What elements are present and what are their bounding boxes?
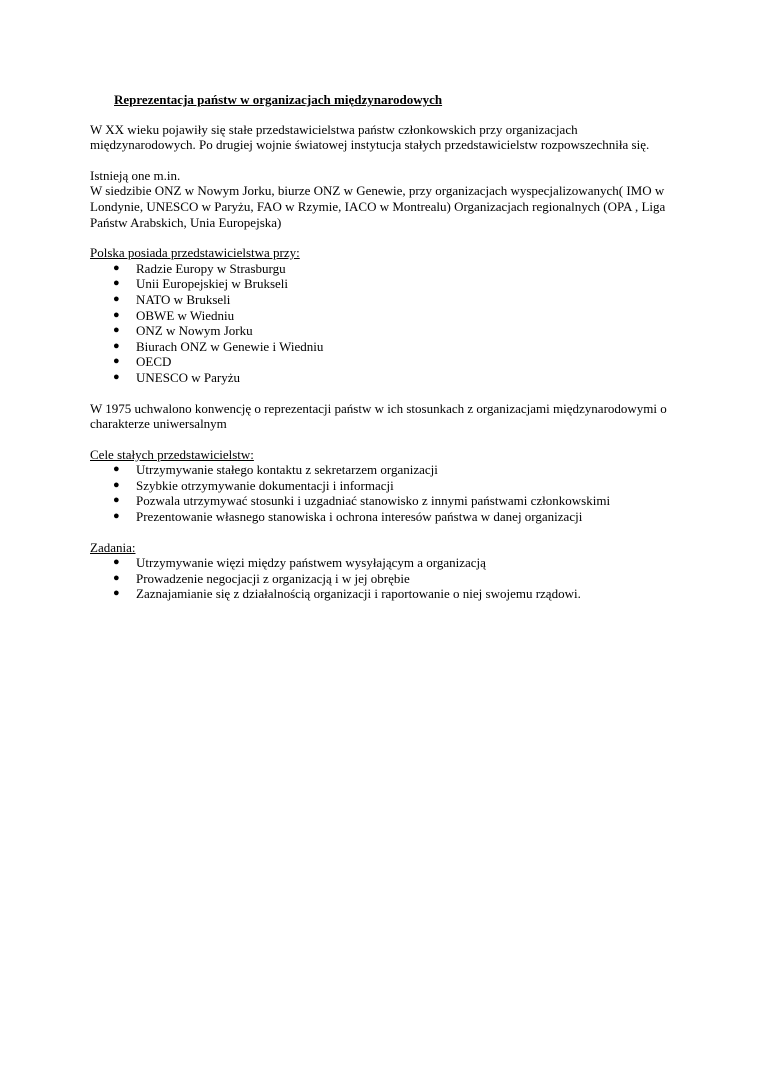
list-item [90, 493, 680, 509]
list-item [90, 308, 680, 324]
exist-line: Londynie, UNESCO w Paryżu, FAO w Rzymie, IACO w Montrealu) Organizacjach regionalnych (OPA , Liga [90, 198, 666, 214]
document-title: Reprezentacja państw w organizacjach międzynarodowych [114, 92, 443, 107]
bullet-icon: ● [113, 587, 120, 600]
intro-paragraph [90, 122, 680, 153]
goals-list [90, 462, 680, 524]
list-item-text: Szybkie otrzymywanie dokumentacji i informacji [136, 477, 394, 493]
list-item [90, 509, 680, 525]
bullet-icon: ● [113, 292, 120, 305]
bullet-icon: ● [113, 494, 120, 507]
list-item-text: Prezentowanie własnego stanowiska i ochrona interesów państwa w danej organizacji [136, 509, 583, 525]
bullet-icon: ● [113, 463, 120, 476]
list-item [90, 555, 680, 571]
bullet-icon: ● [113, 571, 120, 584]
list-item [90, 478, 680, 494]
list-item-text: Unii Europejskiej w Brukseli [136, 276, 289, 292]
document-page [90, 92, 680, 602]
list-item-text: Biurach ONZ w Genewie i Wiedniu [136, 338, 324, 354]
bullet-icon: ● [113, 556, 120, 569]
exist-line: Państw Arabskich, Unia Europejska) [90, 214, 282, 230]
poland-heading: Polska posiada przedstawicielstwa przy: [90, 245, 300, 261]
list-item-text: OBWE w Wiedniu [136, 307, 235, 323]
exist-paragraph [90, 168, 680, 230]
convention-line: charakterze uniwersalnym [90, 416, 227, 432]
bullet-icon: ● [113, 370, 120, 383]
list-item [90, 586, 680, 602]
tasks-heading: Zadania: [90, 539, 136, 555]
convention-line: W 1975 uchwalono konwencję o reprezentacji państw w ich stosunkach z organizacjami międzynarodowymi o [90, 400, 667, 416]
list-item-text: Utrzymywanie stałego kontaktu z sekretarzem organizacji [136, 462, 438, 478]
list-item-text: Radzie Europy w Strasburgu [136, 260, 286, 276]
bullet-icon: ● [113, 510, 120, 523]
bullet-icon: ● [113, 324, 120, 337]
list-item-text: ONZ w Nowym Jorku [136, 323, 253, 339]
goals-heading: Cele stałych przedstawicielstw: [90, 446, 254, 462]
intro-line: W XX wieku pojawiły się stałe przedstawicielstwa państw członkowskich przy organizacjach [90, 121, 578, 137]
list-item-text: Zaznajamianie się z działalnością organizacji i raportowanie o niej swojemu rządowi. [136, 586, 581, 602]
bullet-icon: ● [113, 339, 120, 352]
list-item-text: OECD [136, 354, 172, 370]
exist-line: Istnieją one m.in. [90, 167, 181, 183]
list-item-text: Prowadzenie negocjacji z organizacją i w jej obrębie [136, 570, 410, 586]
list-item-text: UNESCO w Paryżu [136, 369, 240, 385]
list-item [90, 323, 680, 339]
exist-line: W siedzibie ONZ w Nowym Jorku, biurze ONZ w Genewie, przy organizacjach wyspecjalizowanych( IMO w [90, 183, 665, 199]
list-item [90, 354, 680, 370]
intro-line: międzynarodowych. Po drugiej wojnie światowej instytucja stałych przedstawicielstw rozpowszechniła się. [90, 137, 650, 153]
list-item [90, 276, 680, 292]
list-item [90, 261, 680, 277]
convention-paragraph [90, 401, 680, 432]
list-item [90, 370, 680, 386]
bullet-icon: ● [113, 478, 120, 491]
bullet-icon: ● [113, 261, 120, 274]
list-item [90, 339, 680, 355]
poland-list [90, 261, 680, 386]
list-item-text: Pozwala utrzymywać stosunki i uzgadniać stanowisko z innymi państwami członkowskimi [136, 493, 611, 509]
list-item [90, 462, 680, 478]
list-item [90, 292, 680, 308]
tasks-list [90, 555, 680, 602]
list-item-text: Utrzymywanie więzi między państwem wysyłającym a organizacją [136, 555, 486, 571]
bullet-icon: ● [113, 355, 120, 368]
bullet-icon: ● [113, 308, 120, 321]
bullet-icon: ● [113, 277, 120, 290]
list-item-text: NATO w Brukseli [136, 291, 231, 307]
list-item [90, 571, 680, 587]
